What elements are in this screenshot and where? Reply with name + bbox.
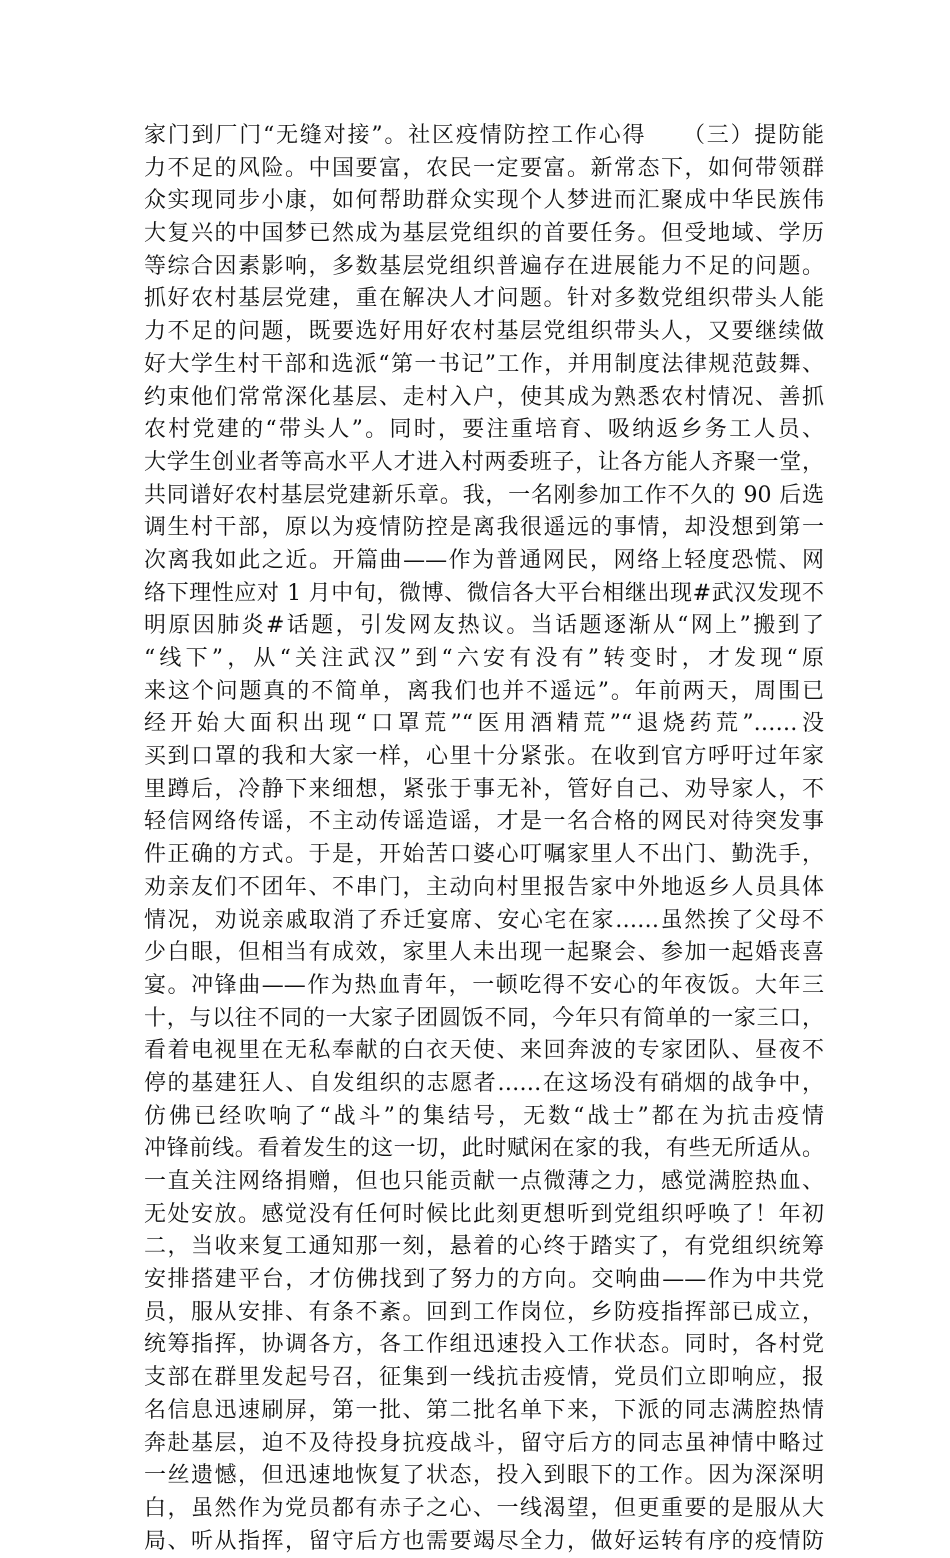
text-line: 轻信网络传谣，不主动传谣造谣，才是一名合格的网民对待突发事 xyxy=(144,809,824,835)
text-line: 买到口罩的我和大家一样，心里十分紧张。在收到官方呼吁过年家 xyxy=(144,744,824,770)
text-line: 等综合因素影响，多数基层党组织普遍存在进展能力不足的问题。 xyxy=(144,253,824,279)
text-line: 家门到厂门“无缝对接”。社区疫情防控工作心得 （三）提防能 xyxy=(144,123,824,148)
text-line: 经开始大面积出现“口罩荒”“医用酒精荒”“退烧药荒”……没 xyxy=(144,711,824,737)
text-line: 好大学生村干部和选派“第一书记”工作，并用制度法律规范鼓舞、 xyxy=(144,351,824,377)
text-line: 里蹲后，冷静下来细想，紧张于事无补，管好自己、劝导家人，不 xyxy=(144,776,824,802)
text-line: 大学生创业者等高水平人才进入村两委班子，让各方能人齐聚一堂， xyxy=(144,449,824,475)
text-line: 看着电视里在无私奉献的白衣天使、来回奔波的专家团队、昼夜不 xyxy=(144,1038,824,1064)
text-line: 次离我如此之近。开篇曲——作为普通网民，网络上轻度恐慌、网 xyxy=(144,547,824,573)
text-line: 来这个问题真的不简单，离我们也并不遥远”。年前两天，周围已 xyxy=(144,678,824,704)
text-line: “线下”，从“关注武汉”到“六安有没有”转变时，才发现“原 xyxy=(144,646,824,671)
text-line: 大复兴的中国梦已然成为基层党组织的首要任务。但受地域、学历 xyxy=(144,221,824,247)
text-line: 件正确的方式。于是，开始苦口婆心叮嘱家里人不出门、勤洗手， xyxy=(144,842,824,868)
text-line: 十，与以往不同的一大家子团圆饭不同，今年只有简单的一家三口， xyxy=(144,1005,824,1031)
text-line: 一丝遗憾，但迅速地恢复了状态，投入到眼下的工作。因为深深明 xyxy=(144,1463,824,1489)
text-line: 奔赴基层，迫不及待投身抗疫战斗，留守后方的同志虽神情中略过 xyxy=(144,1430,824,1456)
text-line: 冲锋前线。看着发生的这一切，此时赋闲在家的我，有些无所适从。 xyxy=(144,1136,824,1162)
text-line: 安排搭建平台，才仿佛找到了努力的方向。交响曲——作为中共党 xyxy=(144,1267,824,1293)
document-page xyxy=(144,120,824,1558)
text-line: 一直关注网络捐赠，但也只能贡献一点微薄之力，感觉满腔热血、 xyxy=(144,1169,824,1194)
text-line: 约束他们常常深化基层、走村入户，使其成为熟悉农村情况、善抓 xyxy=(144,384,824,410)
text-line: 力不足的风险。中国要富，农民一定要富。新常态下，如何带领群 xyxy=(144,155,824,181)
text-line: 络下理性应对 1 月中旬，微博、微信各大平台相继出现#武汉发现不 xyxy=(144,580,824,606)
text-line: 抓好农村基层党建，重在解决人才问题。针对多数党组织带头人能 xyxy=(144,286,824,312)
text-line: 统筹指挥，协调各方，各工作组迅速投入工作状态。同时，各村党 xyxy=(144,1332,824,1358)
text-line: 无处安放。感觉没有任何时候比此刻更想听到党组织呼唤了！年初 xyxy=(144,1201,824,1227)
text-line: 支部在群里发起号召，征集到一线抗击疫情，党员们立即响应，报 xyxy=(144,1365,824,1391)
body-text xyxy=(144,120,824,1558)
text-line: 局、听从指挥，留守后方也需要竭尽全力，做好运转有序的疫情防 xyxy=(144,1528,824,1554)
text-line: 力不足的问题，既要选好用好农村基层党组织带头人，又要继续做 xyxy=(144,319,824,345)
text-line: 仿佛已经吹响了“战斗”的集结号，无数“战士”都在为抗击疫情 xyxy=(144,1103,824,1129)
text-line: 白，虽然作为党员都有赤子之心、一线渴望，但更重要的是服从大 xyxy=(144,1495,824,1521)
text-line: 情况，劝说亲戚取消了乔迁宴席、安心宅在家……虽然挨了父母不 xyxy=(144,907,824,933)
text-line: 劝亲友们不团年、不串门，主动向村里报告家中外地返乡人员具体 xyxy=(144,874,824,900)
text-line: 少白眼，但相当有成效，家里人未出现一起聚会、参加一起婚丧喜 xyxy=(144,940,824,966)
text-line: 调生村干部，原以为疫情防控是离我很遥远的事情，却没想到第一 xyxy=(144,515,824,541)
text-line: 二，当收来复工通知那一刻，悬着的心终于踏实了，有党组织统筹 xyxy=(144,1234,824,1260)
text-line: 共同谱好农村基层党建新乐章。我，一名刚参加工作不久的 90 后选 xyxy=(144,482,824,508)
text-line: 农村党建的“带头人”。同时，要注重培育、吸纳返乡务工人员、 xyxy=(144,417,824,443)
text-line: 员，服从安排、有条不紊。回到工作岗位，乡防疫指挥部已成立， xyxy=(144,1299,824,1325)
text-line: 众实现同步小康，如何帮助群众实现个人梦进而汇聚成中华民族伟 xyxy=(144,188,824,214)
text-line: 停的基建狂人、自发组织的志愿者……在这场没有硝烟的战争中， xyxy=(144,1070,824,1096)
text-line: 名信息迅速刷屏，第一批、第二批名单下来，下派的同志满腔热情 xyxy=(144,1397,824,1423)
text-line: 宴。冲锋曲——作为热血青年，一顿吃得不安心的年夜饭。大年三 xyxy=(144,972,824,998)
text-line: 明原因肺炎#话题，引发网友热议。当话题逐渐从“网上”搬到了 xyxy=(144,613,824,639)
